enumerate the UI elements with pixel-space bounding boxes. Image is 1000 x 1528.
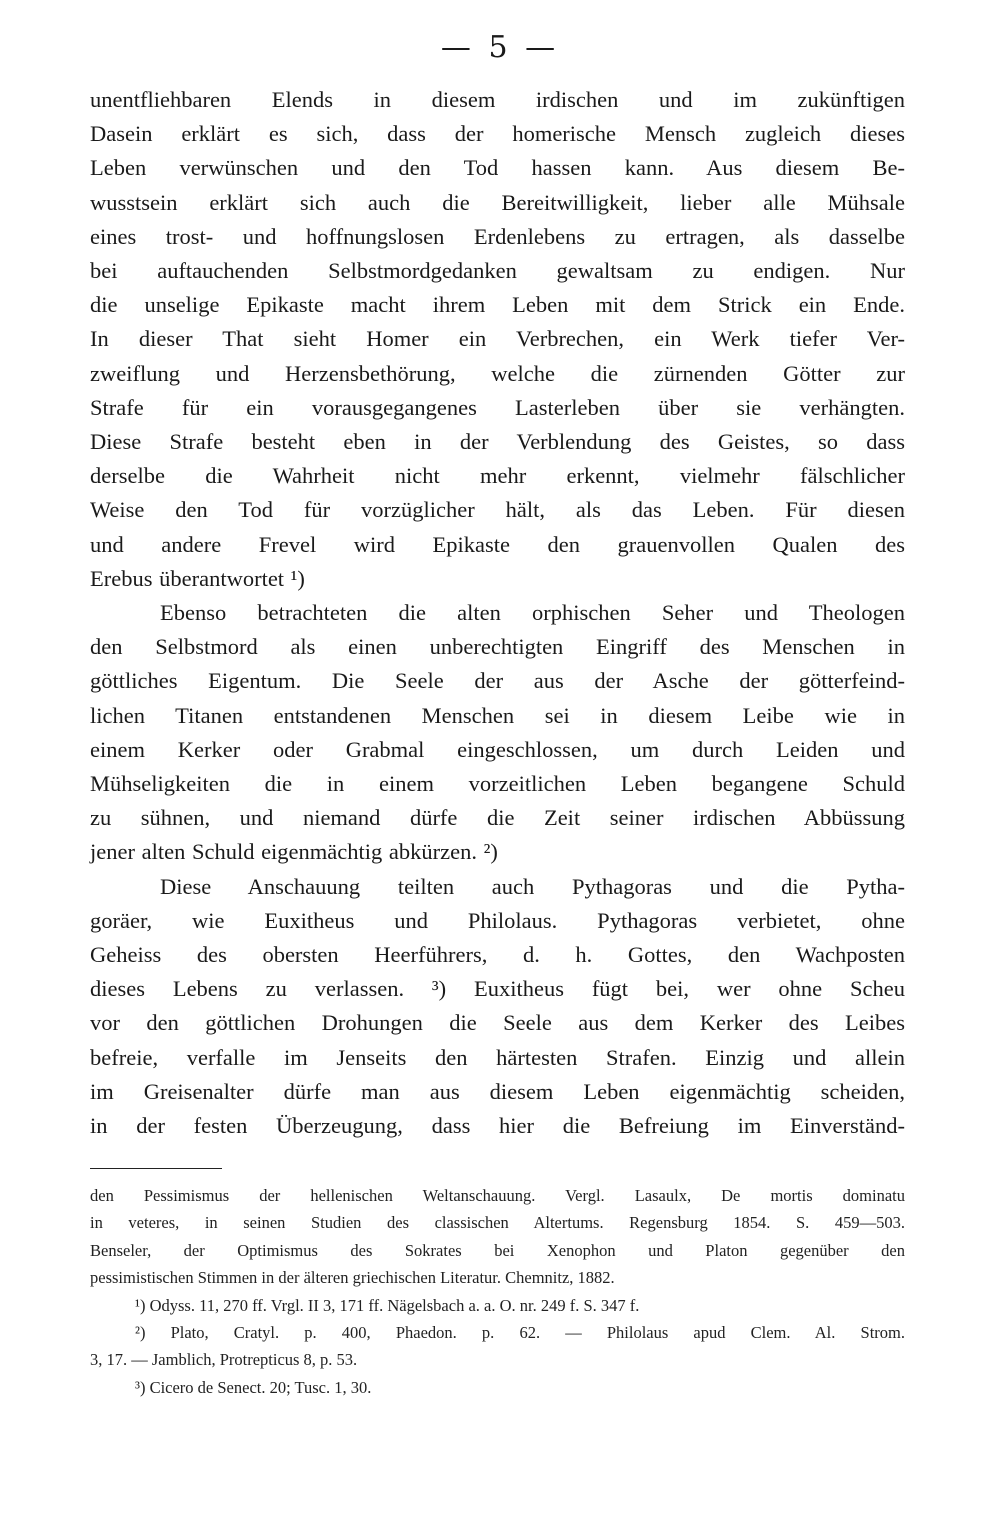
- text-line: die unselige Epikaste macht ihrem Leben mit dem Strick ein Ende.: [90, 292, 905, 318]
- page-number: — 5 —: [440, 30, 560, 65]
- footnote-3: ³) Cicero de Senect. 20; Tusc. 1, 30.: [135, 1377, 372, 1397]
- text-line: Geheiss des obersten Heerführers, d. h. Gottes, den Wachposten: [90, 942, 905, 968]
- paragraph-2: [90, 596, 905, 870]
- text-line: In dieser That sieht Homer ein Verbrechen, ein Werk tiefer Ver-: [90, 326, 905, 352]
- footnote-1: ¹) Odyss. 11, 270 ff. Vrgl. II 3, 171 ff. Nägelsbach a. a. O. nr. 249 f. S. 347 f.: [135, 1295, 640, 1315]
- text-line: Mühseligkeiten die in einem vorzeitlichen Leben begangene Schuld: [90, 771, 905, 797]
- text-line: vor den göttlichen Drohungen die Seele aus dem Kerker des Leibes: [90, 1010, 905, 1036]
- text-line: zweiflung und Herzensbethörung, welche die zürnenden Götter zur: [90, 360, 905, 386]
- footnote-continuation-line: Benseler, der Optimismus des Sokrates bei Xenophon und Platon gegenüber den: [90, 1240, 905, 1260]
- text-line: dieses Lebens zu verlassen. ³) Euxitheus fügt bei, wer ohne Scheu: [90, 976, 905, 1002]
- text-line: wusstsein erklärt sich auch die Bereitwilligkeit, lieber alle Mühsale: [90, 189, 905, 215]
- text-line: im Greisenalter dürfe man aus diesem Leben eigenmächtig scheiden,: [90, 1078, 905, 1104]
- text-line: Ebenso betrachteten die alten orphischen Seher und Theologen: [160, 600, 905, 626]
- text-line: göttliches Eigentum. Die Seele der aus der Asche der götterfeind-: [90, 668, 905, 694]
- footnote-continuation-line: in veteres, in seinen Studien des classischen Altertums. Regensburg 1854. S. 459—503.: [90, 1213, 905, 1233]
- text-line: Erebus überantwortet ¹): [90, 565, 305, 591]
- text-line: zu sühnen, und niemand dürfe die Zeit seiner irdischen Abbüssung: [90, 805, 905, 831]
- text-line: Weise den Tod für vorzüglicher hält, als das Leben. Für diesen: [90, 497, 905, 523]
- paragraph-1: [90, 83, 905, 596]
- paragraph-3: [90, 870, 905, 1144]
- text-line: bei auftauchenden Selbstmordgedanken gewaltsam zu endigen. Nur: [90, 258, 905, 284]
- text-line: eines trost- und hoffnungslosen Erdenlebens zu ertragen, als dasselbe: [90, 223, 905, 249]
- main-text: [90, 83, 905, 1143]
- footnote-2: ²) Plato, Cratyl. p. 400, Phaedon. p. 62. — Philolaus apud Clem. Al. Strom.: [135, 1323, 905, 1343]
- text-line: Diese Strafe besteht eben in der Verblendung des Geistes, so dass: [90, 429, 905, 455]
- footnote-2-continuation: 3, 17. — Jamblich, Protrepticus 8, p. 53.: [90, 1350, 358, 1370]
- footnote-separator: [90, 1168, 222, 1169]
- text-line: befreie, verfalle im Jenseits den härtesten Strafen. Einzig und allein: [90, 1044, 905, 1070]
- text-line: lichen Titanen entstandenen Menschen sei in diesem Leibe wie in: [90, 702, 905, 728]
- text-line: und andere Frevel wird Epikaste den grauenvollen Qualen des: [90, 531, 905, 557]
- text-line: goräer, wie Euxitheus und Philolaus. Pythagoras verbietet, ohne: [90, 907, 905, 933]
- text-line: Dasein erklärt es sich, dass der homerische Mensch zugleich dieses: [90, 121, 905, 147]
- text-line: in der festen Überzeugung, dass hier die Befreiung im Einverständ-: [90, 1113, 905, 1139]
- text-line: unentfliehbaren Elends in diesem irdischen und im zukünftigen: [90, 87, 905, 112]
- footnotes: [90, 1182, 905, 1401]
- footnote-continuation-line: den Pessimismus der hellenischen Weltanschauung. Vergl. Lasaulx, De mortis dominatu: [90, 1186, 905, 1205]
- text-line: jener alten Schuld eigenmächtig abkürzen. ²): [90, 839, 498, 865]
- text-line: Diese Anschauung teilten auch Pythagoras und die Pytha-: [160, 873, 905, 899]
- text-line: den Selbstmord als einen unberechtigten Eingriff des Menschen in: [90, 634, 905, 660]
- text-line: Leben verwünschen und den Tod hassen kann. Aus diesem Be-: [90, 155, 905, 181]
- text-line: einem Kerker oder Grabmal eingeschlossen, um durch Leiden und: [90, 736, 905, 762]
- text-line: Strafe für ein vorausgegangenes Lasterleben über sie verhängten.: [90, 394, 905, 420]
- footnote-continuation-line: pessimistischen Stimmen in der älteren griechischen Literatur. Chemnitz, 1882.: [90, 1268, 615, 1288]
- text-line: derselbe die Wahrheit nicht mehr erkennt, vielmehr fälschlicher: [90, 463, 905, 489]
